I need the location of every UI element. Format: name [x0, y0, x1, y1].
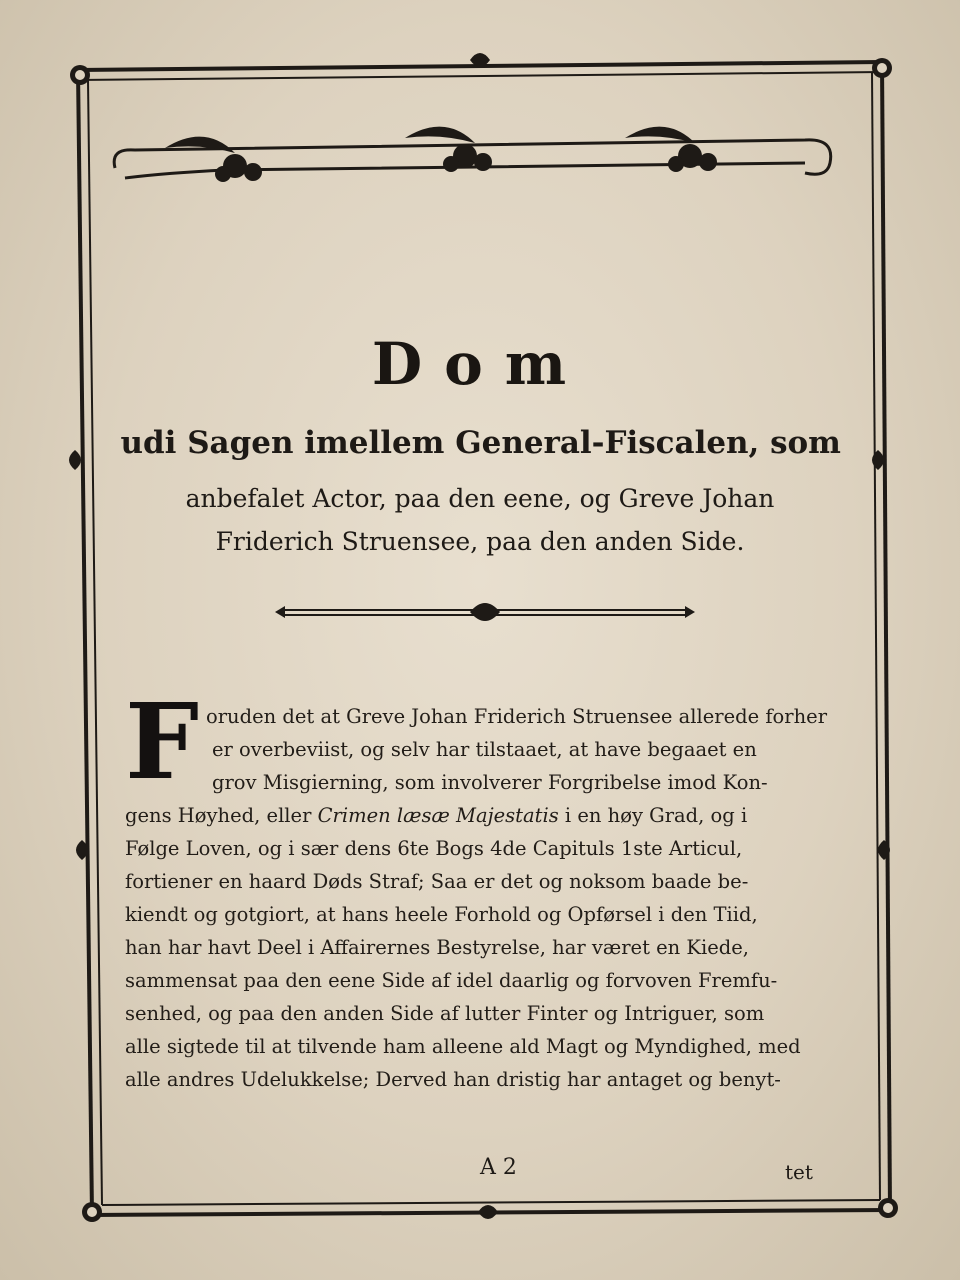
body-line-2: er overbeviist, og selv har tilstaaet, at have begaaet en — [212, 738, 757, 761]
section-divider-ornament — [275, 598, 695, 626]
heading-line-2: anbefalet Actor, paa den eene, og Greve Johan — [185, 484, 775, 513]
body-line-1: oruden det at Greve Johan Friderich Struensee allerede forher — [206, 705, 828, 728]
body-line-3: grov Misgierning, som involverer Forgribelse imod Kon- — [212, 771, 768, 794]
body-line-4 — [125, 804, 747, 827]
body-line-7: kiendt og gotgiort, at hans heele Forhold og Opførsel i den Tiid, — [125, 903, 758, 926]
body-line-6: fortiener en haard Døds Straf; Saa er det og noksom baade be- — [125, 870, 749, 893]
body-line-4-start: gens Høyhed, eller — [125, 804, 312, 827]
heading-line-3: Friderich Struensee, paa den anden Side. — [215, 527, 745, 556]
page-title: Dom — [371, 330, 589, 398]
body-line-9: sammensat paa den eene Side af idel daarlig og forvoven Fremfu- — [125, 969, 778, 992]
body-line-12: alle andres Udelukkelse; Derved han dristig har antaget og benyt- — [125, 1068, 781, 1091]
body-line-5: Følge Loven, og i sær dens 6te Bogs 4de Capituls 1ste Articul, — [125, 837, 743, 860]
headpiece-ornament — [105, 118, 840, 198]
body-line-8: han har havt Deel i Affairernes Bestyrelse, har været en Kiede, — [125, 936, 749, 959]
body-line-10: senhed, og paa den anden Side af lutter Finter og Intriguer, som — [125, 1002, 765, 1025]
drop-cap-initial: F — [125, 680, 199, 803]
catchword: tet — [785, 1160, 813, 1184]
body-line-4-end: i en høy Grad, og i — [564, 804, 748, 827]
heading-line-1: udi Sagen imellem General-Fiscalen, som — [120, 425, 841, 461]
signature-mark: A 2 — [480, 1155, 517, 1180]
latin-phrase: Crimen læsæ Majestatis — [317, 804, 559, 827]
body-line-11: alle sigtede til at tilvende ham alleene ald Magt og Myndighed, med — [125, 1035, 801, 1058]
